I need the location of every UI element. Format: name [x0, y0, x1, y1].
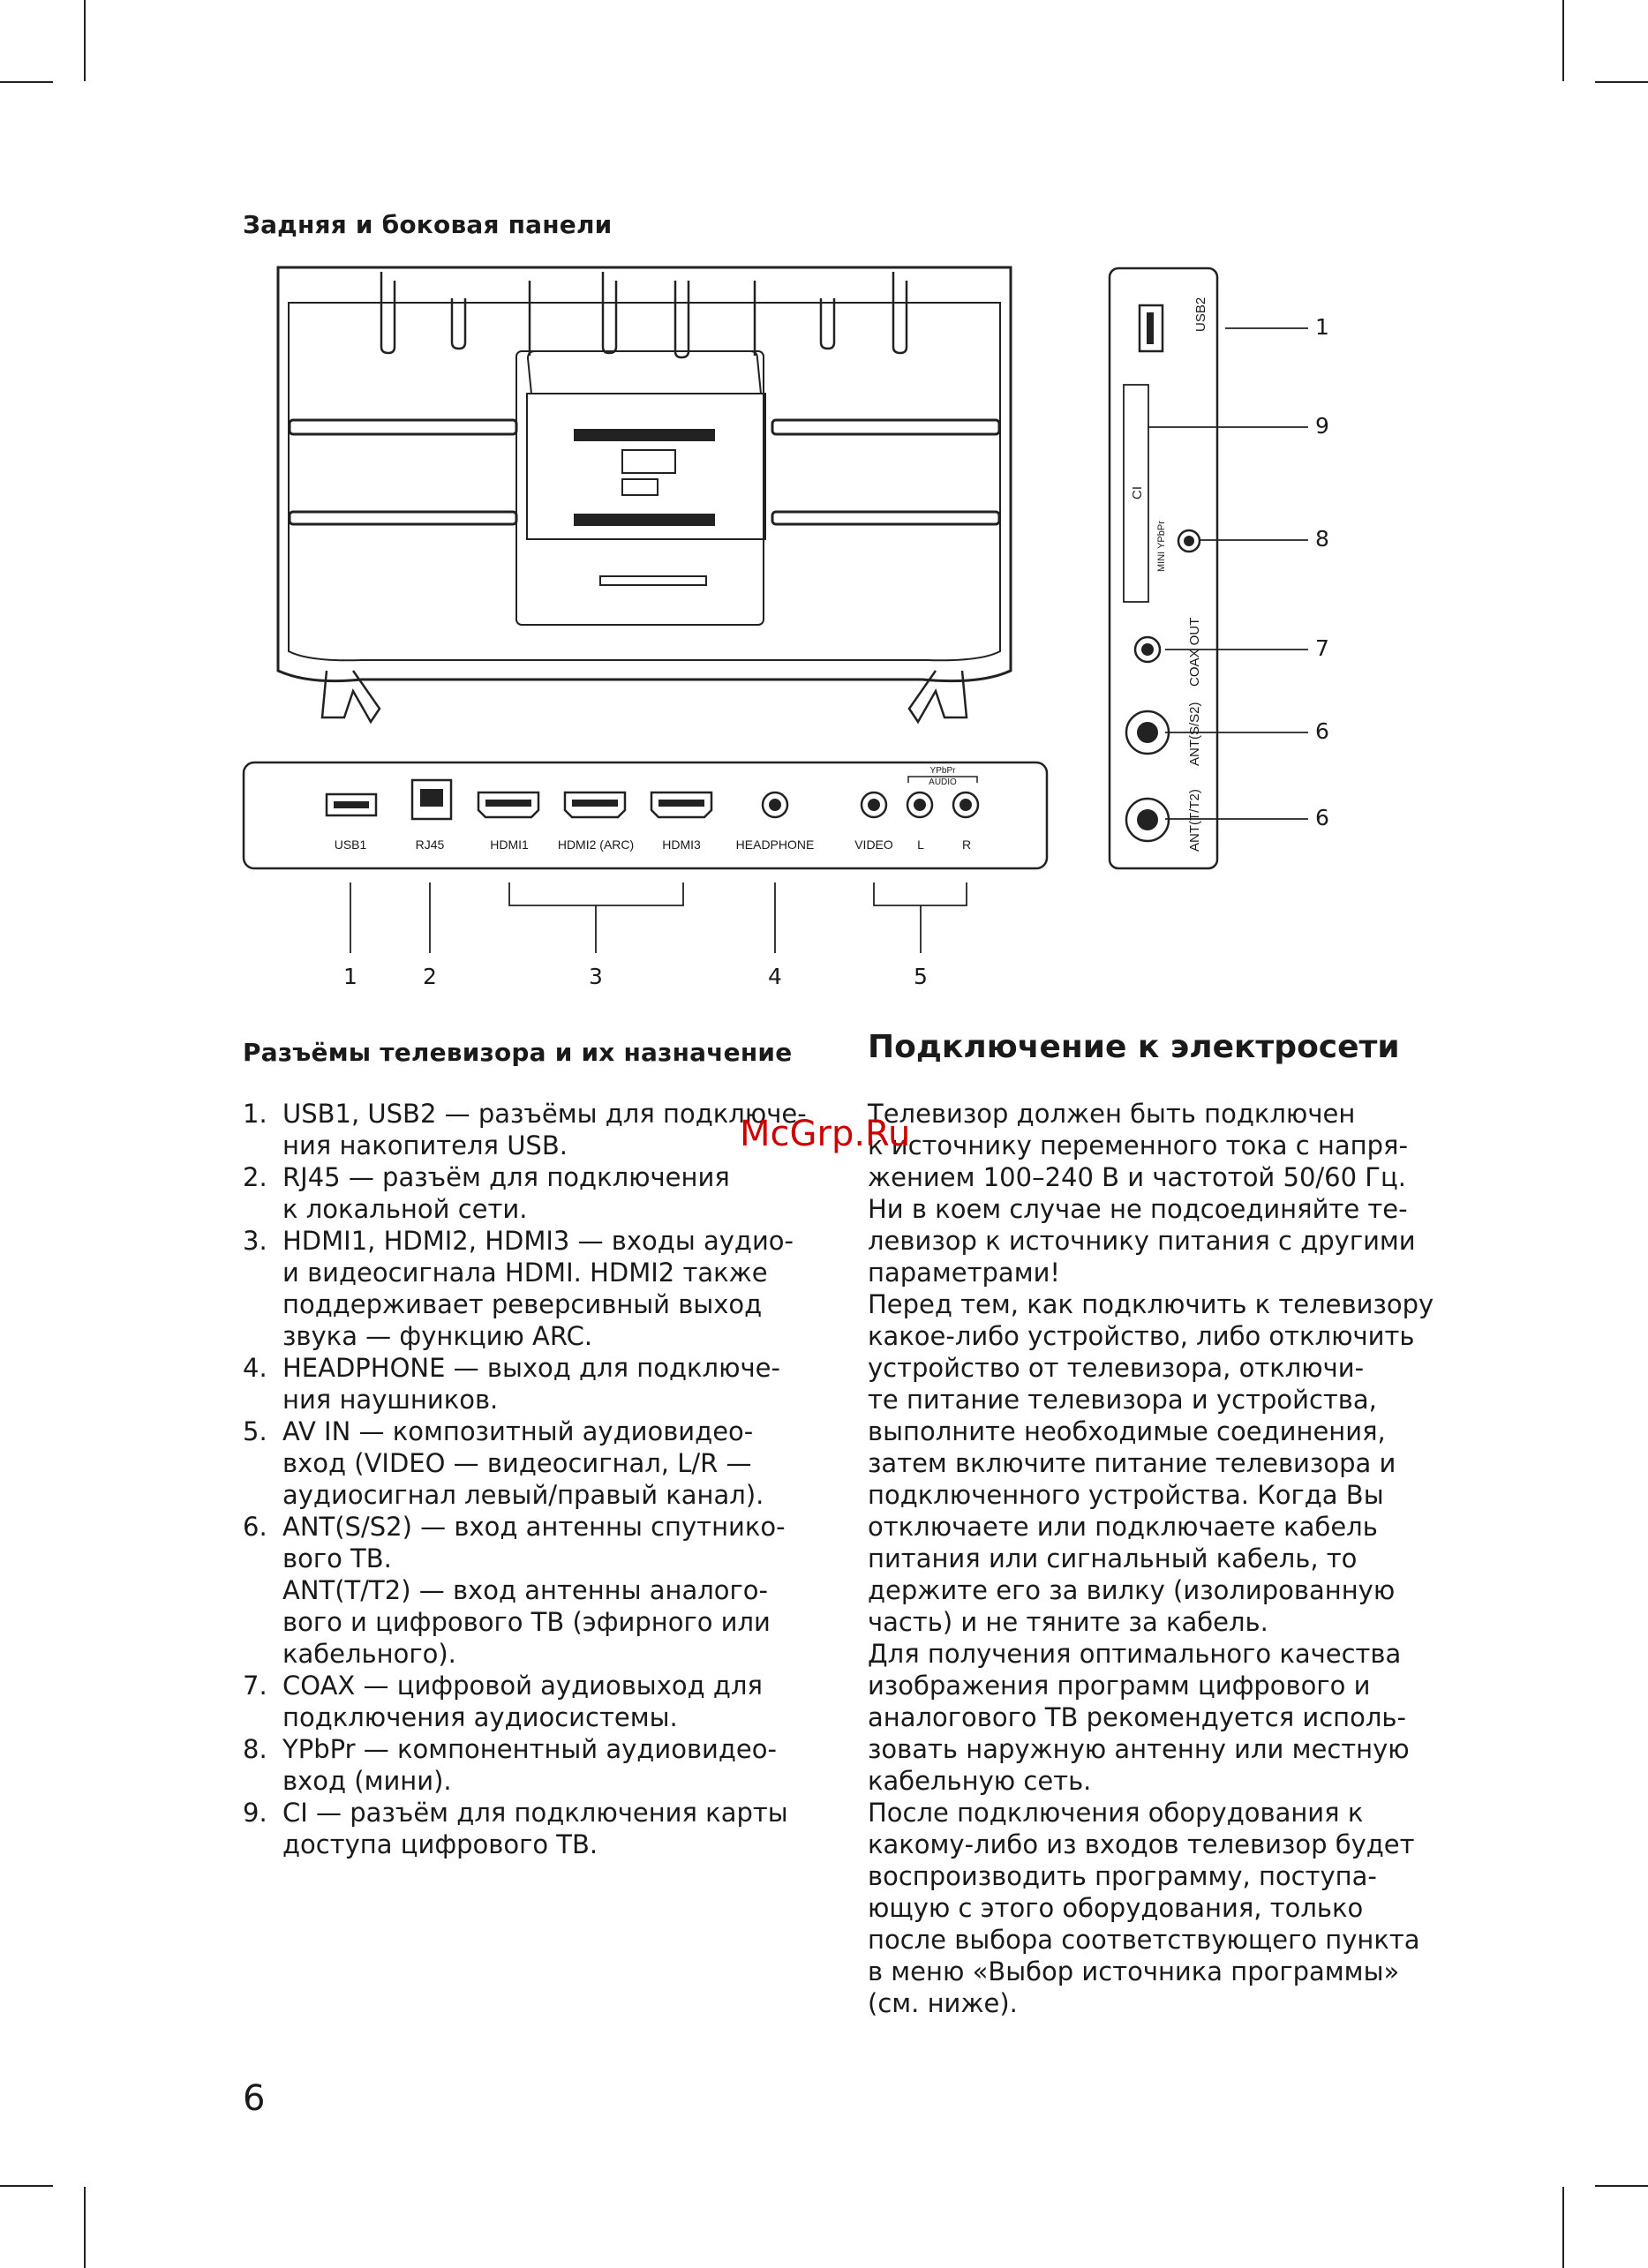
side-callout-8: 8 — [1315, 526, 1329, 552]
crop-mark — [1595, 81, 1648, 83]
connectors-list — [243, 1098, 825, 1860]
crop-mark — [84, 0, 86, 81]
connectors-title: Разъёмы телевизора и их назначение — [243, 1038, 793, 1067]
list-item: 8. YPbPr — компонентный аудиовидео- вход (мини). — [243, 1734, 777, 1796]
crop-mark — [1562, 0, 1564, 81]
rj45-port — [412, 780, 451, 819]
callout-4: 4 — [768, 964, 782, 989]
hdmi3-port — [651, 792, 711, 817]
crop-mark — [0, 81, 53, 83]
port-label-usb1: USB1 — [334, 837, 367, 852]
callout-3: 3 — [589, 964, 603, 989]
ypbpr-group-label: YPbPr — [929, 766, 956, 776]
bottom-callout-lines — [335, 874, 989, 953]
port-label-hdmi3: HDMI3 — [662, 837, 701, 852]
power-text: Телевизор должен быть подключен к источнику переменного тока с напря- жением 100–240 В и частотой 50/60 Гц. Ни в коем случае не подсоединяйте те- левизор к источнику питания с другими параметрами! Перед тем, как подключить к телевизору какое-либо устройство, либо отключить устройство от телевизора, отключи- те питание телевизора и устройства, выполните необходимые соединения, затем включите питание телевизора и подключенного устройства. Когда Вы отключаете или подключаете кабель питания или сигнальный кабель, то держите его за вилку (изолированную часть) и не тяните за кабель. Для получения оптимального качества изображения программ цифрового и аналогового ТВ рекомендуется исполь- зовать наружную антенну или местную кабельную сеть. После подключения оборудования к какому-либо из входов телевизор будет воспроизводить программу, поступа- ющую с этого оборудования, только после выбора соответствующего пункта в меню «Выбор источника программы» (см. ниже). — [868, 1099, 1434, 2018]
side-label-ant-s: ANT(S/S2) — [1187, 702, 1202, 766]
list-item: 3. HDMI1, HDMI2, HDMI3 — входы аудио- и видеосигнала HDMI. HDMI2 также поддерживает реверсивный выход звука — функцию ARC. — [243, 1226, 794, 1351]
side-callout-9: 9 — [1315, 413, 1329, 439]
crop-mark — [0, 2185, 53, 2187]
list-item: 9. CI — разъём для подключения карты доступа цифрового ТВ. — [243, 1798, 788, 1859]
section-title: Задняя и боковая панели — [243, 210, 613, 239]
crop-mark — [1562, 2187, 1564, 2268]
port-label-headphone: HEADPHONE — [735, 837, 815, 852]
hdmi2-port — [565, 792, 625, 817]
list-item: 1. USB1, USB2 — разъёмы для подключе- ния накопителя USB. — [243, 1099, 807, 1160]
side-label-ci: CI — [1130, 486, 1145, 499]
side-label-usb2: USB2 — [1193, 297, 1208, 332]
audio-group-label: AUDIO — [929, 777, 957, 787]
port-label-hdmi2: HDMI2 (ARC) — [557, 837, 635, 852]
port-label-r: R — [961, 837, 972, 852]
usb1-port — [327, 794, 376, 815]
side-callout-6b: 6 — [1315, 805, 1329, 830]
port-label-hdmi1: HDMI1 — [490, 837, 529, 852]
port-label-rj45: RJ45 — [415, 837, 445, 852]
side-label-ant-t: ANT(T/T2) — [1187, 789, 1202, 852]
port-label-l: L — [917, 837, 924, 852]
tv-back-diagram — [274, 263, 1015, 740]
page-number: 6 — [243, 2078, 266, 2119]
crop-mark — [1595, 2185, 1648, 2187]
side-label-mini-ypbpr: MINI YPbPr — [1156, 521, 1167, 572]
port-label-video: VIDEO — [854, 837, 893, 852]
list-item: 7. COAX — цифровой аудиовыход для подключения аудиосистемы. — [243, 1671, 763, 1732]
callout-1: 1 — [343, 964, 357, 989]
side-callout-7: 7 — [1315, 635, 1329, 661]
list-item: 2. RJ45 — разъём для подключения к локальной сети. — [243, 1162, 730, 1224]
callout-2: 2 — [423, 964, 437, 989]
side-callout-lines — [1148, 318, 1315, 830]
callout-5: 5 — [914, 964, 928, 989]
list-item: 5. AV IN — композитный аудиовидео- вход (VIDEO — видеосигнал, L/R — аудиосигнал левый/правый канал). — [243, 1416, 764, 1510]
list-item: 4. HEADPHONE — выход для подключе- ния наушников. — [243, 1353, 780, 1415]
power-title: Подключение к электросети — [868, 1029, 1400, 1065]
side-callout-6a: 6 — [1315, 718, 1329, 744]
crop-mark — [84, 2187, 86, 2268]
side-callout-1: 1 — [1315, 314, 1329, 340]
list-item: 6. ANT(S/S2) — вход антенны спутнико- вого ТВ. ANT(T/T2) — вход антенны аналого- вого и цифрового ТВ (эфирного или кабельного). — [243, 1512, 786, 1669]
hdmi1-port — [478, 792, 538, 817]
side-label-coax-out: COAX OUT — [1187, 617, 1202, 687]
watermark: McGrp.Ru — [740, 1114, 911, 1154]
